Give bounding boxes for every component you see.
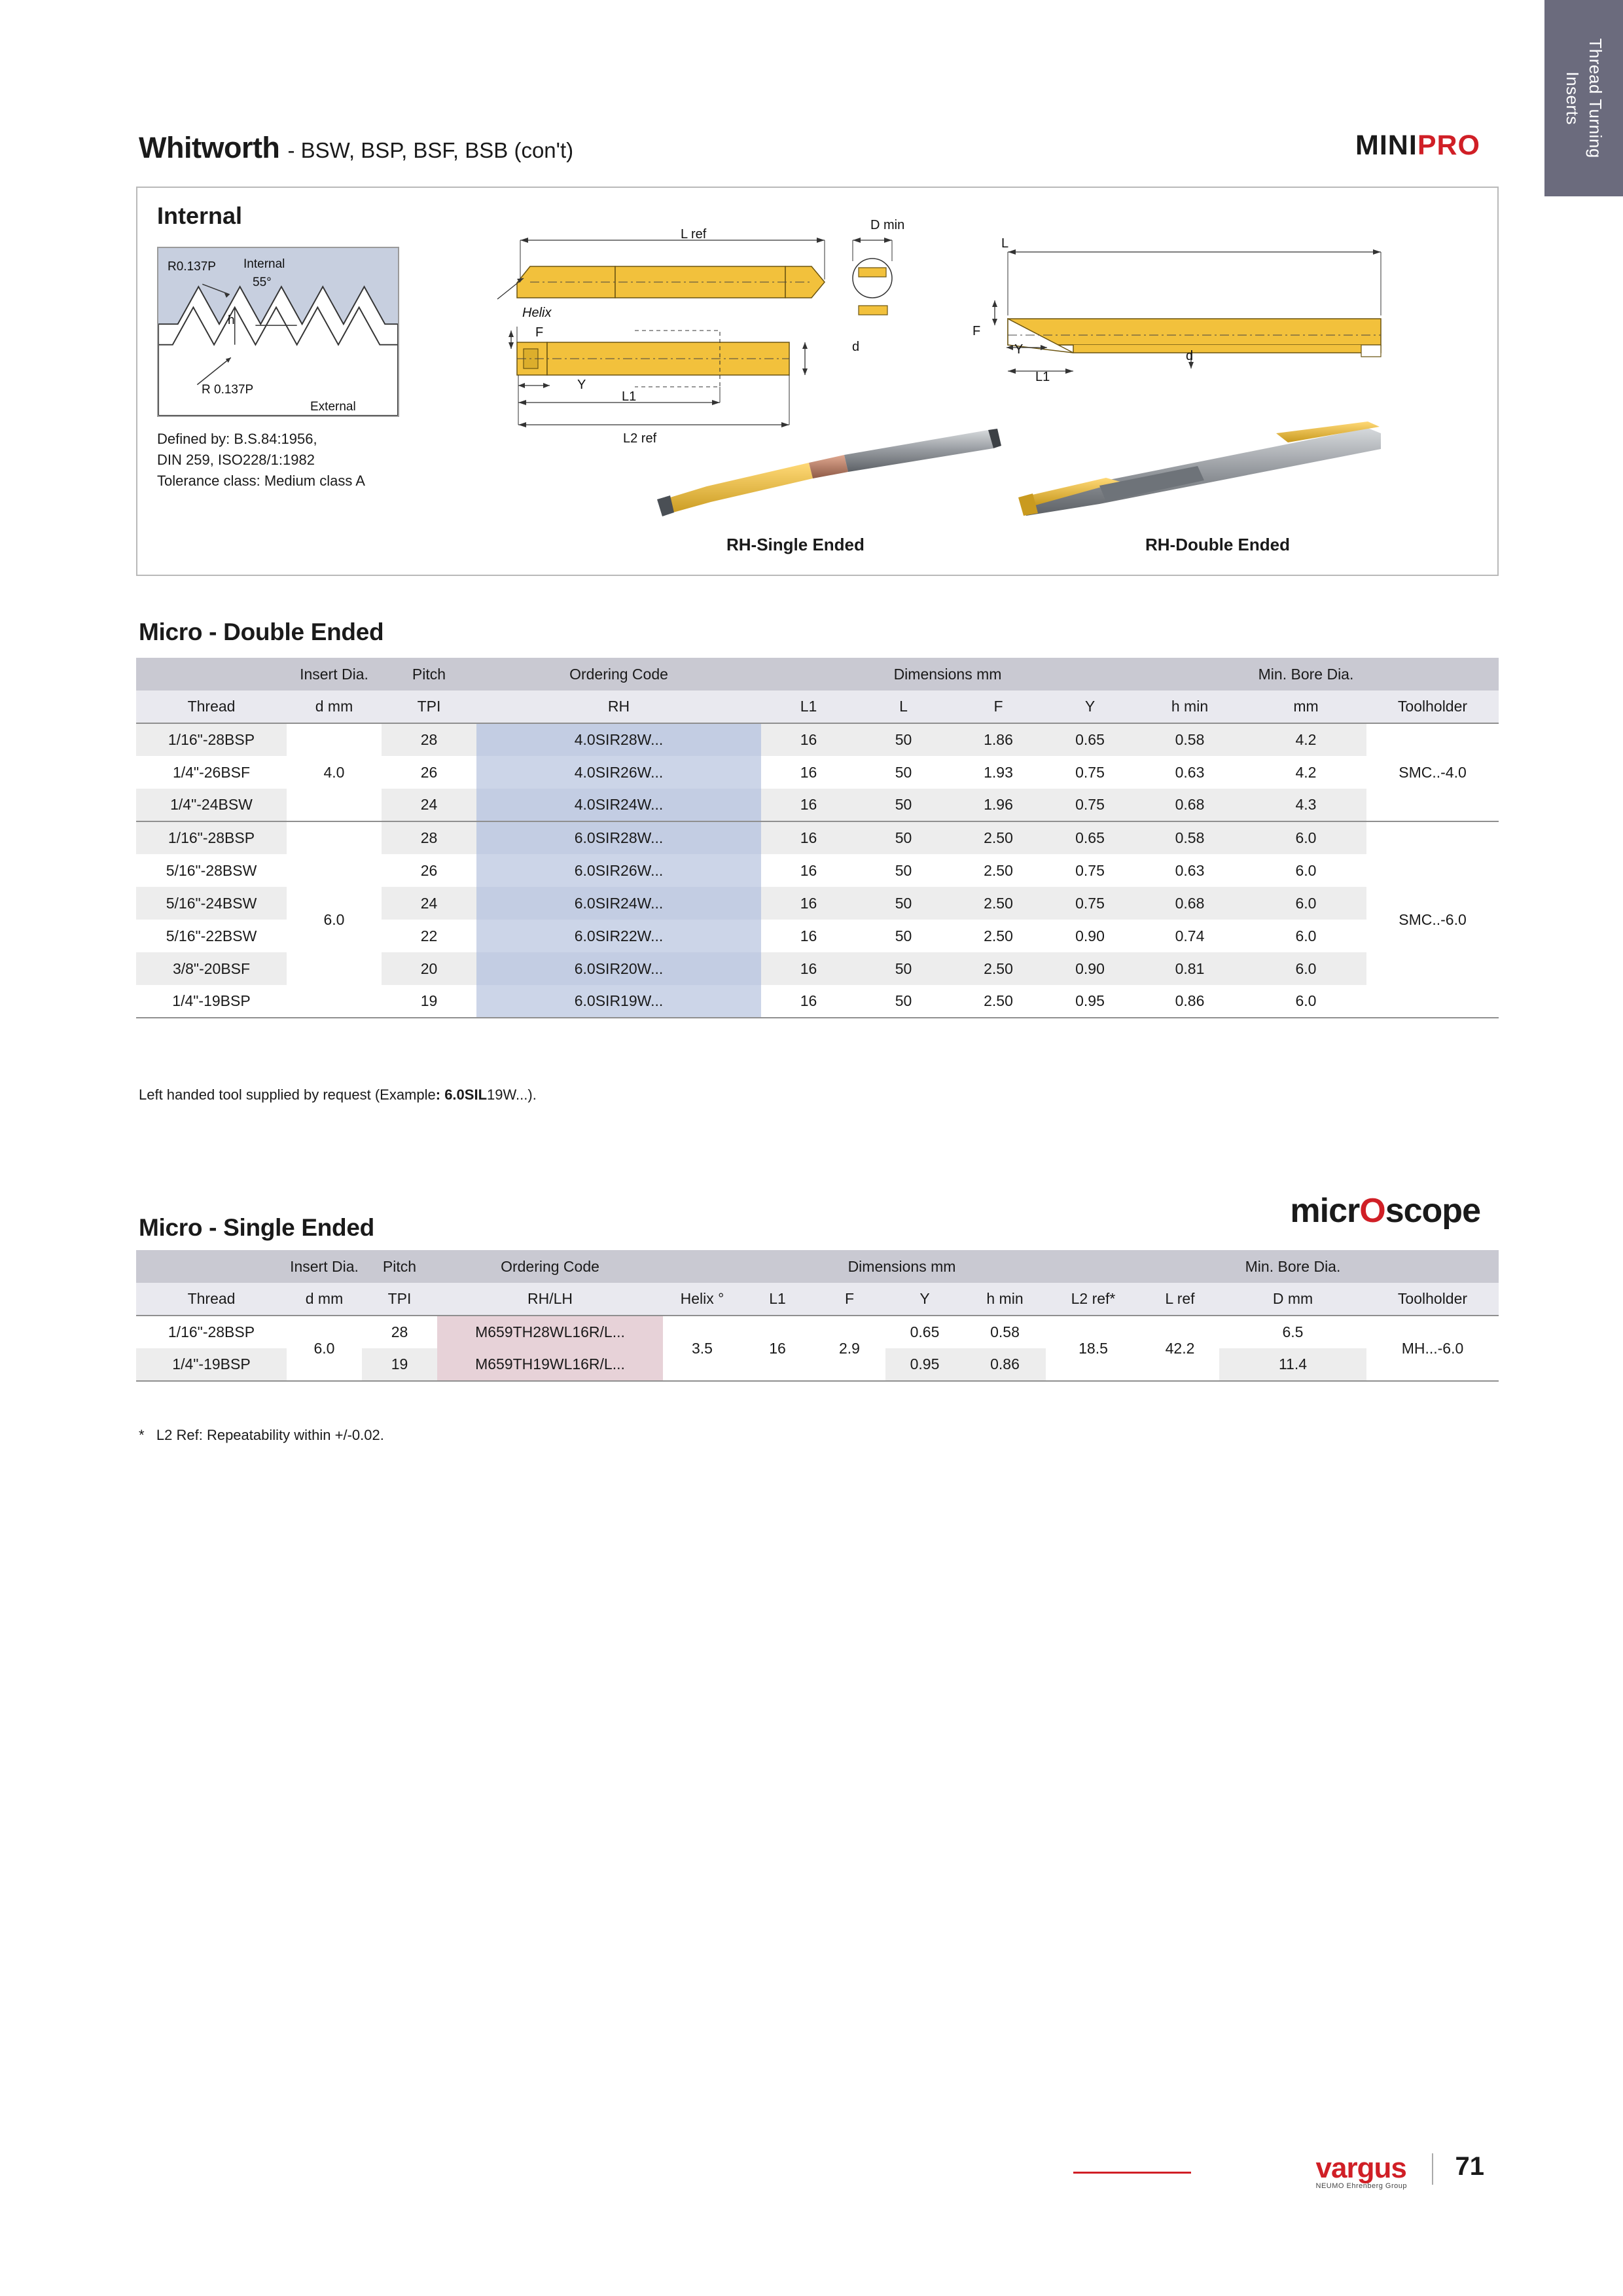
page-title: [139, 131, 573, 165]
col-f: F: [813, 1283, 885, 1316]
label-h: h: [228, 314, 235, 327]
col-rh: RH: [476, 691, 761, 723]
group-ordering-code: Ordering Code: [437, 1250, 663, 1283]
cell-l1: 16: [800, 861, 817, 879]
footer-rule: [1073, 2172, 1191, 2174]
microscope-o: O: [1359, 1192, 1385, 1230]
col-thread: Thread: [136, 1283, 287, 1316]
group-pitch: Pitch: [382, 658, 476, 691]
table-row: [136, 723, 1499, 756]
side-tab: [1544, 0, 1623, 196]
table-single-ended: [136, 1250, 1499, 1382]
cell-d-mm: 4.0: [287, 723, 382, 821]
note-part1: Left handed tool supplied by request (Example: [139, 1086, 436, 1103]
cell-f: 2.50: [951, 887, 1046, 920]
cell-l: 50: [895, 861, 912, 879]
col-mm: mm: [1245, 691, 1366, 723]
col-y: Y: [1046, 691, 1134, 723]
cell-y: 0.90: [1046, 952, 1134, 985]
defined-by-note: [157, 429, 365, 492]
cell-tpi: 28: [391, 1323, 408, 1340]
cell-y: 0.65: [910, 1323, 940, 1340]
cell-bore: 6.0: [1295, 992, 1317, 1009]
defined-by-line2: DIN 259, ISO228/1:1982: [157, 451, 315, 468]
cell-f: 2.50: [984, 992, 1013, 1009]
col-h-min: h min: [964, 1283, 1046, 1316]
col-d-mm: d mm: [287, 1283, 362, 1316]
cell-tpi: 26: [420, 861, 438, 879]
cell-ordering-code[interactable]: 6.0SIR19W...: [476, 985, 761, 1018]
cell-helix: 3.5: [692, 1339, 713, 1357]
col-l2-ref: L2 ref*: [1046, 1283, 1141, 1316]
cell-thread: 1/16"-28BSP: [136, 821, 287, 854]
cell-toolholder: MH...-6.0: [1401, 1339, 1464, 1357]
cell-d-mm: 6.0: [287, 821, 382, 1018]
cell-tpi: 19: [420, 992, 438, 1009]
microscope-post: scope: [1385, 1192, 1480, 1230]
group-blank2: [1141, 1250, 1219, 1283]
cell-tpi: 24: [382, 789, 476, 821]
brand-prefix: MINI: [1355, 130, 1418, 161]
vargus-logo-sub: NEUMO Ehrenberg Group: [1315, 2182, 1407, 2190]
label-d-min: D min: [870, 218, 905, 232]
col-d-mm: d mm: [287, 691, 382, 723]
footnote-text: L2 Ref: Repeatability within +/-0.02.: [156, 1427, 384, 1443]
cell-tpi: 28: [382, 821, 476, 854]
label-r-internal: R0.137P: [168, 260, 216, 274]
cell-l2-ref: 18.5: [1079, 1339, 1108, 1357]
cell-bore: 4.2: [1295, 763, 1317, 781]
cell-tpi: 28: [382, 723, 476, 756]
cell-thread: 1/16"-28BSP: [136, 723, 287, 756]
cell-tpi: 22: [420, 927, 438, 944]
thread-profile-diagram: [157, 247, 399, 417]
group-pitch: Pitch: [362, 1250, 437, 1283]
cell-toolholder: SMC..-6.0: [1366, 821, 1499, 1018]
table-row: [136, 821, 1499, 854]
vargus-logo: [1316, 2152, 1408, 2190]
cell-thread: 5/16"-24BSW: [136, 887, 287, 920]
group-blank2: [1134, 658, 1245, 691]
table-head-group-row: [136, 658, 1499, 691]
label-l2-ref: L2 ref: [623, 431, 657, 446]
cell-toolholder: SMC..-4.0: [1366, 723, 1499, 821]
cell-ordering-code[interactable]: M659TH28WL16R/L...: [437, 1316, 663, 1348]
label-l1: L1: [622, 389, 637, 404]
cell-l: 50: [856, 821, 951, 854]
cell-bore: 6.0: [1245, 952, 1366, 985]
cell-f: 2.9: [839, 1339, 860, 1357]
label-f-right: F: [972, 324, 981, 338]
cell-thread: 5/16"-28BSW: [166, 861, 257, 879]
cell-ordering-code[interactable]: 4.0SIR26W...: [476, 756, 761, 789]
footer-divider: [1432, 2153, 1433, 2185]
microscope-pre: micr: [1290, 1192, 1360, 1230]
col-h-min: h min: [1134, 691, 1245, 723]
cell-h-min: 0.86: [1175, 992, 1205, 1009]
photo-single-ended: [648, 423, 1014, 548]
table-head-group-row: [136, 1250, 1499, 1283]
microscope-logo: [1290, 1191, 1480, 1230]
table-double-ended: [136, 658, 1499, 1018]
cell-l1: 16: [761, 952, 856, 985]
group-ordering-code: Ordering Code: [476, 658, 761, 691]
cell-h-min: 0.86: [964, 1348, 1046, 1381]
cell-y: 0.95: [885, 1348, 964, 1381]
col-tpi: TPI: [382, 691, 476, 723]
footnote-l2-ref: [139, 1427, 384, 1444]
caption-double-ended: RH-Double Ended: [1145, 535, 1290, 554]
defined-by-line3: Tolerance class: Medium class A: [157, 472, 365, 489]
col-d-mm2: D mm: [1219, 1283, 1366, 1316]
cell-l: 50: [856, 789, 951, 821]
cell-thread: 1/4"-26BSF: [172, 763, 251, 781]
cell-l: 50: [895, 992, 912, 1009]
group-blank3: [1366, 1250, 1499, 1283]
table-head-col-row: [136, 1283, 1499, 1316]
cell-thread: 1/4"-24BSW: [136, 789, 287, 821]
cell-l1: 16: [761, 723, 856, 756]
label-l-ref: L ref: [681, 227, 707, 242]
label-d-small: d: [852, 340, 860, 354]
cell-tpi: 20: [382, 952, 476, 985]
cell-l1: 16: [761, 789, 856, 821]
label-y: Y: [577, 378, 586, 392]
cell-l: 50: [895, 763, 912, 781]
cell-ordering-code[interactable]: 6.0SIR28W...: [476, 821, 761, 854]
cell-f: 2.50: [951, 952, 1046, 985]
cell-ordering-code[interactable]: 6.0SIR22W...: [476, 920, 761, 952]
cell-f: 1.93: [984, 763, 1013, 781]
cell-thread: 1/16"-28BSP: [168, 1323, 255, 1340]
cell-y: 0.90: [1075, 927, 1105, 944]
side-tab-line1: Thread Turning: [1586, 38, 1606, 158]
cell-h-min: 0.58: [1134, 723, 1245, 756]
cell-l1: 16: [761, 821, 856, 854]
section-heading-double-ended: Micro - Double Ended: [139, 619, 384, 645]
cell-d-mm2: 11.4: [1219, 1348, 1366, 1381]
cell-blank: [136, 1250, 287, 1283]
cell-ordering-code[interactable]: M659TH19WL16R/L...: [437, 1348, 663, 1381]
cell-l1: 16: [769, 1339, 786, 1357]
cell-thread: 3/8"-20BSF: [136, 952, 287, 985]
col-rh-lh: RH/LH: [437, 1283, 663, 1316]
cell-y: 0.75: [1075, 763, 1105, 781]
col-toolholder: Toolholder: [1366, 691, 1499, 723]
note-part2: 19W...).: [487, 1086, 537, 1103]
label-l1-right: L1: [1035, 370, 1050, 384]
col-f: F: [951, 691, 1046, 723]
cell-l: 50: [895, 927, 912, 944]
label-l-right: L: [1001, 236, 1009, 251]
illustration-panel: [136, 187, 1499, 576]
cell-l: 50: [856, 887, 951, 920]
group-insert-dia: Insert Dia.: [287, 658, 382, 691]
cell-h-min: 0.68: [1134, 887, 1245, 920]
cell-y: 0.75: [1075, 861, 1105, 879]
cell-l: 50: [856, 723, 951, 756]
cell-blank: [136, 658, 287, 691]
cell-y: 0.65: [1046, 821, 1134, 854]
cell-f: 2.50: [984, 861, 1013, 879]
col-tpi: TPI: [362, 1283, 437, 1316]
cell-h-min: 0.63: [1175, 861, 1205, 879]
label-angle: 55°: [253, 276, 272, 289]
illustration-title: Internal: [157, 202, 243, 229]
brand-suffix: PRO: [1417, 130, 1480, 161]
page-title-main: Whitworth: [139, 131, 280, 164]
section-heading-single-ended: Micro - Single Ended: [139, 1214, 374, 1241]
note-left-handed: [139, 1086, 537, 1103]
cell-l1: 16: [800, 763, 817, 781]
col-y: Y: [885, 1283, 964, 1316]
cell-l1: 16: [800, 927, 817, 944]
vargus-logo-text: vargus: [1315, 2152, 1406, 2184]
cell-ordering-code[interactable]: 4.0SIR28W...: [476, 723, 761, 756]
cell-h-min: 0.58: [990, 1323, 1020, 1340]
cell-ordering-code[interactable]: 6.0SIR24W...: [476, 887, 761, 920]
cell-bore: 4.3: [1245, 789, 1366, 821]
cell-h-min: 0.68: [1134, 789, 1245, 821]
label-y-right: Y: [1014, 342, 1024, 357]
group-dimensions: Dimensions mm: [761, 658, 1134, 691]
cell-tpi: 26: [420, 763, 438, 781]
group-min-bore: Min. Bore Dia.: [1245, 658, 1366, 691]
cell-thread: 5/16"-22BSW: [166, 927, 257, 944]
cell-ordering-code[interactable]: 4.0SIR24W...: [476, 789, 761, 821]
table-row: [136, 1316, 1499, 1348]
cell-f: 2.50: [951, 821, 1046, 854]
group-blank3: [1366, 658, 1499, 691]
cell-bore: 6.0: [1295, 861, 1317, 879]
cell-l: 50: [856, 952, 951, 985]
cell-h-min: 0.63: [1175, 763, 1205, 781]
footnote-mark: *: [139, 1427, 145, 1443]
photo-double-ended: [1001, 420, 1394, 548]
label-helix: Helix: [522, 306, 552, 320]
table-head-col-row: [136, 691, 1499, 723]
defined-by-line1: Defined by: B.S.84:1956,: [157, 431, 317, 447]
col-l1: L1: [741, 1283, 813, 1316]
cell-l1: 16: [800, 992, 817, 1009]
col-l: L: [856, 691, 951, 723]
group-insert-dia: Insert Dia.: [287, 1250, 362, 1283]
cell-thread: 1/4"-19BSP: [172, 992, 251, 1009]
col-l1: L1: [761, 691, 856, 723]
cell-h-min: 0.58: [1134, 821, 1245, 854]
cell-y: 0.65: [1046, 723, 1134, 756]
col-helix: Helix °: [663, 1283, 741, 1316]
cell-f: 1.96: [951, 789, 1046, 821]
cell-tpi: 19: [362, 1348, 437, 1381]
cell-l1: 16: [761, 887, 856, 920]
label-d-right: d: [1186, 349, 1194, 363]
note-bold-l: L: [478, 1086, 488, 1103]
cell-h-min: 0.81: [1134, 952, 1245, 985]
cell-ordering-code[interactable]: 6.0SIR20W...: [476, 952, 761, 985]
cell-f: 1.86: [951, 723, 1046, 756]
label-f: F: [535, 325, 544, 340]
side-tab-label: [1561, 38, 1607, 158]
label-external: External: [310, 400, 356, 414]
cell-bore: 6.0: [1245, 821, 1366, 854]
cell-thread: 1/4"-19BSP: [136, 1348, 287, 1381]
cell-f: 2.50: [984, 927, 1013, 944]
cell-bore: 4.2: [1245, 723, 1366, 756]
cell-tpi: 24: [382, 887, 476, 920]
cell-l-ref: 42.2: [1165, 1339, 1195, 1357]
cell-y: 0.75: [1046, 789, 1134, 821]
group-min-bore: Min. Bore Dia.: [1219, 1250, 1366, 1283]
cell-d-mm2: 6.5: [1282, 1323, 1304, 1340]
side-tab-line2: Inserts: [1563, 71, 1583, 125]
caption-single-ended: RH-Single Ended: [726, 535, 865, 554]
cell-y: 0.75: [1046, 887, 1134, 920]
cell-d-mm: 6.0: [313, 1339, 335, 1357]
cell-ordering-code[interactable]: 6.0SIR26W...: [476, 854, 761, 887]
brand-minipro: [1355, 130, 1480, 162]
page-title-sub: - BSW, BSP, BSF, BSB (con't): [287, 138, 574, 162]
label-internal: Internal: [243, 257, 285, 271]
label-r-external: R 0.137P: [202, 383, 254, 397]
cell-h-min: 0.74: [1175, 927, 1205, 944]
group-dimensions: Dimensions mm: [663, 1250, 1141, 1283]
col-toolholder: Toolholder: [1366, 1283, 1499, 1316]
note-colon: : 6.0SI: [435, 1086, 478, 1103]
cell-bore: 6.0: [1245, 887, 1366, 920]
cell-bore: 6.0: [1295, 927, 1317, 944]
cell-y: 0.95: [1075, 992, 1105, 1009]
col-l-ref: L ref: [1141, 1283, 1219, 1316]
col-thread: Thread: [136, 691, 287, 723]
page-number: 71: [1455, 2152, 1484, 2181]
